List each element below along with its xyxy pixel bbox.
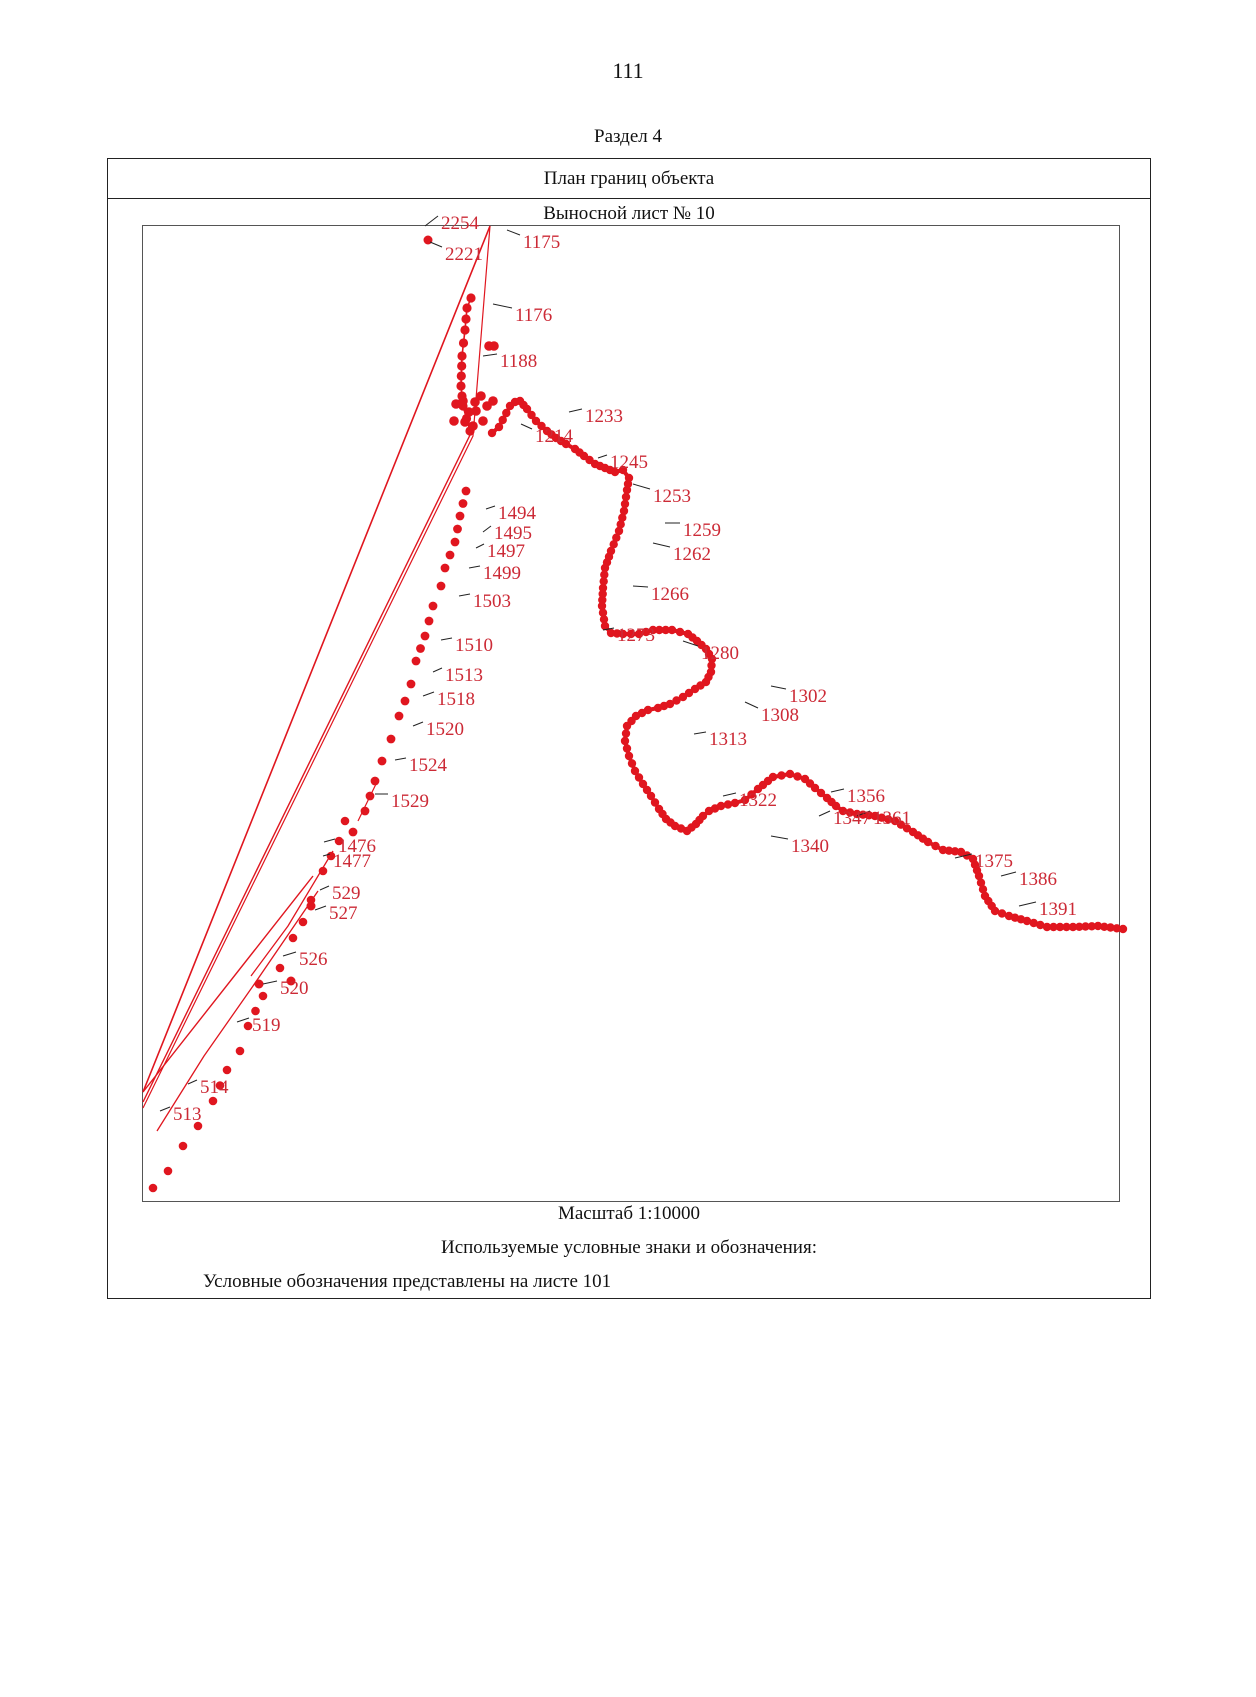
legend-title: Используемые условные знаки и обозначения: (440, 1237, 817, 1258)
label-leader (633, 586, 648, 587)
point-label-1340: 1340 (791, 836, 829, 857)
point-label-1520: 1520 (426, 719, 464, 740)
point-label-1233: 1233 (585, 406, 623, 427)
point-label-1266: 1266 (651, 584, 689, 605)
label-leader (433, 668, 442, 672)
boundary-point (459, 338, 468, 347)
point-label-1214: 1214 (535, 426, 573, 447)
boundary-point (407, 680, 416, 689)
boundary-point (446, 551, 455, 560)
point-label-514: 514 (200, 1077, 229, 1098)
boundary-point (361, 807, 370, 816)
boundary-point (255, 980, 264, 989)
boundary-point (456, 381, 465, 390)
point-label-513: 513 (173, 1104, 202, 1125)
point-label-1529: 1529 (391, 791, 429, 812)
label-leader (423, 692, 434, 696)
boundary-points (149, 236, 1128, 1193)
point-label-1495: 1495 (494, 523, 532, 544)
point-label-1477: 1477 (333, 851, 371, 872)
point-label-1322: 1322 (739, 790, 777, 811)
label-leader (1001, 872, 1016, 876)
boundary-point (416, 644, 425, 653)
section-title: Раздел 4 (594, 126, 662, 147)
point-label-1518: 1518 (437, 689, 475, 710)
label-leader (459, 594, 470, 596)
boundary-point (462, 303, 471, 312)
point-label-1308: 1308 (761, 705, 799, 726)
label-leader (430, 242, 442, 247)
point-label-1510: 1510 (455, 635, 493, 656)
label-leader (237, 1018, 249, 1022)
boundary-point (307, 902, 316, 911)
boundary-point (378, 757, 387, 766)
boundary-point (387, 735, 396, 744)
point-label-1361: 1361 (873, 808, 911, 829)
label-leader (493, 304, 512, 308)
point-label-1494: 1494 (498, 503, 536, 524)
boundary-point (164, 1167, 173, 1176)
label-leader (320, 886, 329, 890)
label-leader (653, 543, 670, 547)
boundary-point (421, 632, 430, 641)
label-leader (723, 793, 736, 796)
point-label-2254: 2254 (441, 213, 479, 234)
boundary-point (457, 351, 466, 360)
boundary-point (488, 396, 498, 406)
boundary-point (461, 314, 470, 323)
boundary-point (424, 236, 433, 245)
point-label-2221: 2221 (445, 244, 483, 265)
point-label-1375: 1375 (975, 851, 1013, 872)
boundary-point (437, 582, 446, 591)
boundary-point (460, 325, 469, 334)
river-boundary-point (769, 773, 777, 781)
point-label-1347: 1347 (833, 808, 871, 829)
boundary-line-short (358, 784, 376, 821)
boundary-point (179, 1142, 188, 1151)
river-boundary-point (676, 628, 684, 636)
river-boundary-point (786, 770, 794, 778)
point-label-527: 527 (329, 903, 358, 924)
boundary-point (462, 487, 471, 496)
boundary-point (366, 792, 375, 801)
boundary-point (371, 777, 380, 786)
boundary-point (478, 416, 488, 426)
point-label-1497: 1497 (487, 541, 525, 562)
label-leader (315, 906, 326, 910)
river-boundary-point (623, 744, 631, 752)
boundary-point (470, 397, 480, 407)
boundary-line-outer (143, 226, 490, 1108)
boundary-line-sw (157, 891, 318, 1131)
label-leader (507, 230, 520, 235)
label-leader (160, 1107, 170, 1111)
label-leader (694, 732, 706, 734)
boundary-point (251, 1007, 260, 1016)
river-boundary-point (654, 704, 662, 712)
boundary-point (425, 617, 434, 626)
point-label-1175: 1175 (523, 232, 561, 253)
label-leader (441, 638, 452, 640)
boundary-point (236, 1047, 245, 1056)
point-label-1273: 1273 (617, 625, 655, 646)
point-label-1245: 1245 (610, 452, 648, 473)
label-leader (483, 526, 491, 532)
boundary-point (449, 416, 459, 426)
label-leader (569, 409, 582, 412)
river-boundary-point (731, 799, 739, 807)
point-label-1499: 1499 (483, 563, 521, 584)
boundary-point (429, 602, 438, 611)
boundary-point (466, 293, 475, 302)
boundary-point (276, 964, 285, 973)
label-leader (486, 506, 495, 509)
river-boundary-point (668, 626, 676, 634)
boundary-point (223, 1066, 232, 1075)
river-boundary-point (924, 838, 932, 846)
point-label-1262: 1262 (673, 544, 711, 565)
river-boundary-point (777, 771, 785, 779)
page-number: 111 (612, 58, 644, 83)
label-leader (469, 566, 480, 568)
boundary-point (456, 512, 465, 521)
label-leader (1019, 902, 1036, 906)
point-label-1259: 1259 (683, 520, 721, 541)
point-label-1302: 1302 (789, 686, 827, 707)
river-boundary-point (625, 752, 633, 760)
label-leader (831, 789, 844, 792)
label-leader (633, 484, 650, 489)
point-label-520: 520 (280, 978, 309, 999)
point-label-1253: 1253 (653, 486, 691, 507)
boundary-point (412, 657, 421, 666)
boundary-point (299, 918, 308, 927)
boundary-point (458, 396, 468, 406)
point-label-526: 526 (299, 949, 328, 970)
label-leader (521, 424, 532, 429)
boundary-point (319, 867, 328, 876)
river-boundary-point (622, 729, 630, 737)
point-label-529: 529 (332, 883, 361, 904)
label-leader (324, 839, 335, 842)
point-label-1356: 1356 (847, 786, 885, 807)
point-label-1391: 1391 (1039, 899, 1077, 920)
boundary-point (459, 499, 468, 508)
label-leader (483, 354, 497, 356)
label-leader (263, 981, 277, 984)
river-boundary-point (717, 802, 725, 810)
boundary-point (489, 341, 499, 351)
plan-title: План границ объекта (108, 159, 1150, 199)
sheet-title: Выносной лист № 10 (543, 203, 715, 224)
river-boundary-point (621, 737, 629, 745)
boundary-point (451, 538, 460, 547)
point-label-1313: 1313 (709, 729, 747, 750)
label-leader (771, 836, 788, 839)
point-label-1476: 1476 (338, 836, 376, 857)
legend-note: Условные обозначения представлены на листе 101 (203, 1271, 612, 1292)
boundary-point (244, 1022, 253, 1031)
point-label-1188: 1188 (500, 351, 538, 372)
label-leader (598, 455, 607, 458)
river-boundary-point (1119, 925, 1127, 933)
boundary-point (395, 712, 404, 721)
label-leader (283, 952, 296, 956)
point-label-1524: 1524 (409, 755, 447, 776)
boundary-point (341, 817, 350, 826)
boundary-point (468, 421, 478, 431)
point-label-1176: 1176 (515, 305, 553, 326)
river-boundary-point (793, 772, 801, 780)
river-boundary-point (623, 722, 631, 730)
label-leader (745, 702, 758, 708)
label-leader (413, 722, 423, 726)
label-leader (395, 758, 406, 760)
boundary-point (289, 934, 298, 943)
label-leader (476, 544, 484, 548)
scale-text: Масштаб 1:10000 (557, 1203, 701, 1224)
plan-frame (107, 158, 1151, 1299)
river-boundary-point (628, 759, 636, 767)
boundary-point (259, 992, 268, 1001)
boundary-point (453, 525, 462, 534)
boundary-point (457, 371, 466, 380)
point-label-1280: 1280 (701, 643, 739, 664)
river-boundary-point (724, 800, 732, 808)
boundary-point (457, 361, 466, 370)
boundary-point (464, 407, 474, 417)
river-boundary-point (931, 842, 939, 850)
label-leader (819, 811, 830, 816)
boundary-point (149, 1184, 158, 1193)
river-boundary-point (488, 429, 496, 437)
point-label-1503: 1503 (473, 591, 511, 612)
point-labels (173, 213, 1077, 1125)
boundary-point (441, 564, 450, 573)
point-label-519: 519 (252, 1015, 281, 1036)
point-label-1513: 1513 (445, 665, 483, 686)
label-leader (771, 686, 786, 689)
point-label-1386: 1386 (1019, 869, 1057, 890)
boundary-point (401, 697, 410, 706)
